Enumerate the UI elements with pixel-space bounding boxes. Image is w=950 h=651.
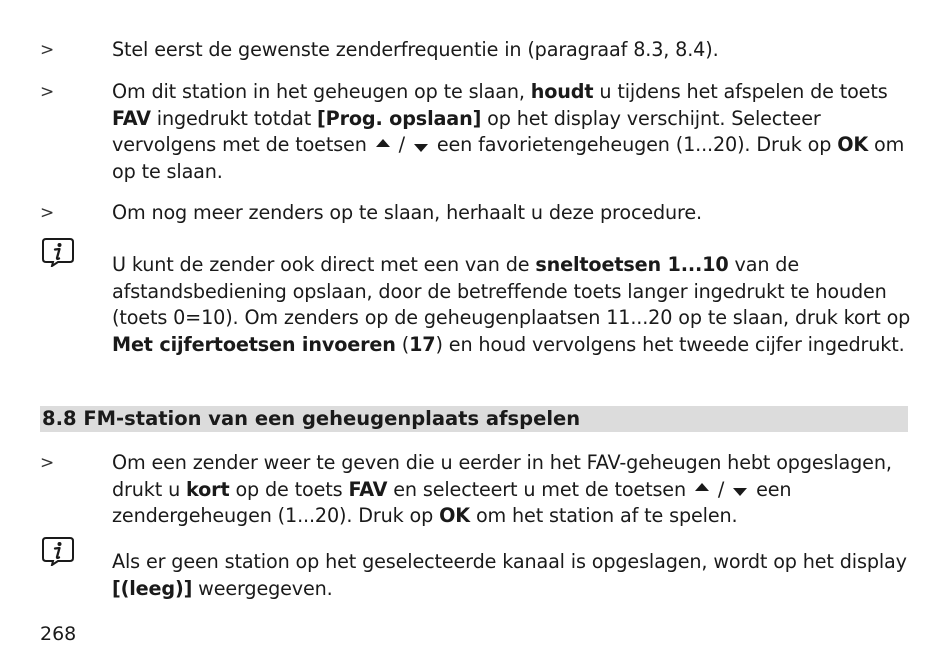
bold-run: kort [186,477,230,501]
note-2-text [112,549,912,602]
separator: / [392,133,411,156]
bold-run: sneltoetsen 1...10 [535,253,729,276]
text-run: Als er geen station op het geselecteerde kanaal is opgeslagen, wordt op het display [112,550,907,573]
bold-run: FAV [112,106,151,130]
bold-run: OK [439,504,471,527]
bold-run: Met cijfertoetsen invoeren [112,332,396,356]
step-4-text [112,450,912,530]
step-2-text [112,79,912,185]
text-run: ingedrukt totdat [150,106,318,130]
step-1-text: Stel eerst de gewenste zenderfrequentie in (paragraaf 8.3, 8.4). [112,38,719,61]
bullet-marker: > [40,82,55,102]
bold-run: [(leeg)] [112,576,193,600]
bold-run: FAV [348,477,388,501]
text-run: Om dit station in het geheugen op te slaan, [112,80,531,103]
bold-run: houdt [530,80,594,103]
section-heading-band [40,406,908,432]
text-run: op de toets [229,477,349,501]
text-run: u tijdens het afspelen de toets [593,80,888,103]
separator: / [711,477,731,501]
text-run: een favorietengeheugen (1...20). Druk op [430,133,838,156]
page-number: 268 [40,623,77,645]
step-3-text: Om nog meer zenders op te slaan, herhaalt u deze procedure. [112,201,702,224]
text-run: een zendergeheugen (1...20). Druk op [112,477,792,527]
text-run: van de afstandsbediening opslaan, door de betreffende toets langer ingedrukt te houden (toets 0=10). Om zenders op de geheugenplaatsen 11...20 op te slaan, druk kort op [112,253,911,329]
text-run: Om een zender weer te geven die u eerder in het FAV-geheugen hebt opgeslagen, drukt u [112,451,892,501]
text-run: om het station af te spelen. [470,504,738,527]
text-run: ) en houd vervolgens het tweede cijfer ingedrukt. [435,332,905,356]
text-run: weergegeven. [192,576,333,600]
note-1-text [112,252,912,358]
text-run: om op te slaan. [112,133,905,183]
bold-run: [Prog. opslaan] [317,106,482,130]
triangle-up-icon [376,139,390,147]
bold-run: 17 [409,332,436,356]
triangle-up-icon [695,483,709,491]
triangle-down-icon [414,144,428,152]
text-run: en selecteert u met de toetsen [387,477,692,501]
info-icon [41,237,75,267]
text-run: ( [395,332,410,356]
triangle-down-icon [733,488,747,496]
bullet-marker: > [40,453,55,473]
text-run: U kunt de zender ook direct met een van de [112,253,536,276]
bullet-marker: > [40,40,55,60]
info-icon [41,536,75,566]
bold-run: OK [837,133,869,156]
bullet-marker: > [40,203,55,223]
section-title: 8.8 FM-station van een geheugenplaats afspelen [42,407,581,430]
text-run: op het display verschijnt. Selecteer vervolgens met de toetsen [112,106,821,156]
